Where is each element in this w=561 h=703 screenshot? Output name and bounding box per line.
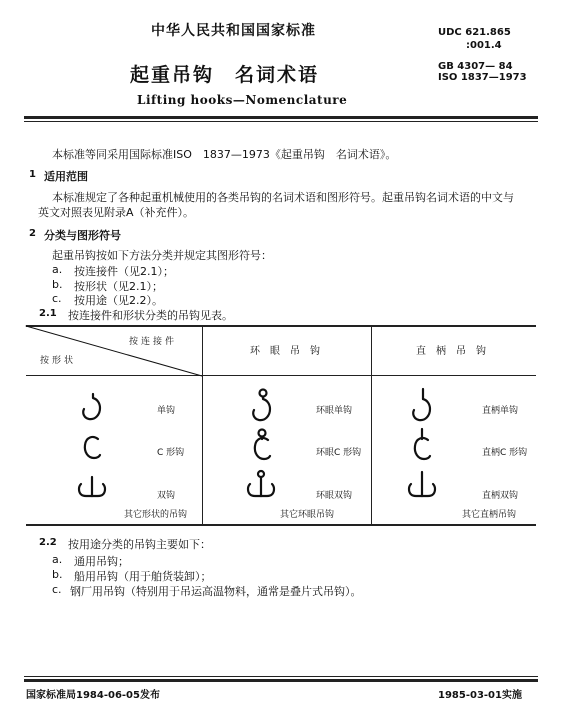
table-corner-bottom: 按形状 xyxy=(40,356,77,366)
subsection-2-2-number: 2.2 xyxy=(39,537,57,548)
list-item-text: 按连接件（见2.1）； xyxy=(74,265,174,278)
footer-rule-thick xyxy=(24,679,538,682)
section-2-lead: 起重吊钩按如下方法分类并规定其图形符号： xyxy=(52,249,272,262)
table-column-divider-2 xyxy=(371,326,372,525)
section-2-number: 2 xyxy=(29,228,36,239)
effective-date: 1985-03-01实施 xyxy=(438,690,522,701)
hook-label: 直柄C 形钩 xyxy=(482,448,528,458)
hook-label: 环眼双钩 xyxy=(316,491,353,501)
list-item-mark: b. xyxy=(52,568,63,581)
other-hook-label: 其它直柄吊钩 xyxy=(462,510,517,520)
table-bottom-border xyxy=(26,524,536,526)
section-1-number: 1 xyxy=(29,169,36,180)
iso-number: ISO 1837—1973 xyxy=(438,72,527,83)
shank-double-hook-icon xyxy=(404,470,440,504)
header-rule-thick xyxy=(24,116,538,119)
shank-c-hook-icon xyxy=(410,428,436,464)
header-rule-thin xyxy=(24,121,538,122)
shank-single-hook-icon xyxy=(410,388,436,424)
list-item-mark: a. xyxy=(52,553,63,566)
subsection-2-1-text: 按连接件和形状分类的吊钩见表。 xyxy=(68,309,233,322)
single-hook-icon xyxy=(80,392,106,424)
list-item-mark: c. xyxy=(52,583,62,596)
list-item-mark: a. xyxy=(52,263,63,276)
list-item-mark: b. xyxy=(52,278,63,291)
table-column-divider-1 xyxy=(202,326,203,525)
list-item-text: 按形状（见2.1）； xyxy=(74,280,163,293)
hook-label: 环眼单钩 xyxy=(316,406,353,416)
udc-code-2: :001.4 xyxy=(466,40,502,51)
hook-label: 单钩 xyxy=(157,406,176,416)
column-header-ring-eye: 环 眼 吊 钩 xyxy=(250,346,320,357)
double-hook-icon xyxy=(74,474,110,504)
gb-number: GB 4307— 84 xyxy=(438,61,513,72)
list-item-text: 通用吊钩； xyxy=(74,555,129,568)
subsection-2-2-title: 按用途分类的吊钩主要如下： xyxy=(68,538,211,551)
other-hook-label: 其它环眼吊钩 xyxy=(280,510,335,520)
udc-code: UDC 621.865 xyxy=(438,27,511,38)
standard-org: 中华人民共和国国家标准 xyxy=(151,23,316,39)
hook-label: 直柄双钩 xyxy=(482,491,519,501)
section-1-text-line1: 本标准规定了各种起重机械使用的各类吊钩的名词术语和图形符号。起重吊钩名词术语的中文与 xyxy=(52,191,514,204)
footer-rule-thin xyxy=(24,676,538,677)
publish-date: 国家标准局1984-06-05发布 xyxy=(26,690,160,701)
intro-text: 本标准等同采用国际标准ISO 1837—1973《起重吊钩 名词术语》。 xyxy=(52,148,397,161)
subsection-2-1-number: 2.1 xyxy=(39,308,57,319)
other-hook-label: 其它形状的吊钩 xyxy=(124,510,188,520)
section-2-title: 分类与图形符号 xyxy=(44,229,121,242)
column-header-shank: 直 柄 吊 钩 xyxy=(416,346,486,357)
title-en: Lifting hooks—Nomenclature xyxy=(137,93,348,107)
eye-double-hook-icon xyxy=(243,470,279,504)
eye-c-hook-icon xyxy=(250,428,276,464)
list-item-text: 船用吊钩（用于舶货装卸）； xyxy=(74,570,212,583)
hook-label: 环眼C 形钩 xyxy=(316,448,362,458)
hook-label: C 形钩 xyxy=(157,448,185,458)
list-item-mark: c. xyxy=(52,292,62,305)
hook-label: 直柄单钩 xyxy=(482,406,519,416)
table-corner-top: 按连接件 xyxy=(129,337,178,347)
section-1-text-line2: 英文对照表见附录A（补充件）。 xyxy=(38,206,195,219)
hook-label: 双钩 xyxy=(157,491,176,501)
list-item-text: 钢厂用吊钩（特别用于吊运高温物料，通常是叠片式吊钩）。 xyxy=(70,585,362,598)
section-1-title: 适用范围 xyxy=(44,170,88,183)
eye-single-hook-icon xyxy=(250,388,276,424)
list-item-text: 按用途（见2.2）。 xyxy=(74,294,163,307)
c-hook-icon xyxy=(80,432,106,464)
title-cn: 起重吊钩 名词术语 xyxy=(130,64,320,86)
